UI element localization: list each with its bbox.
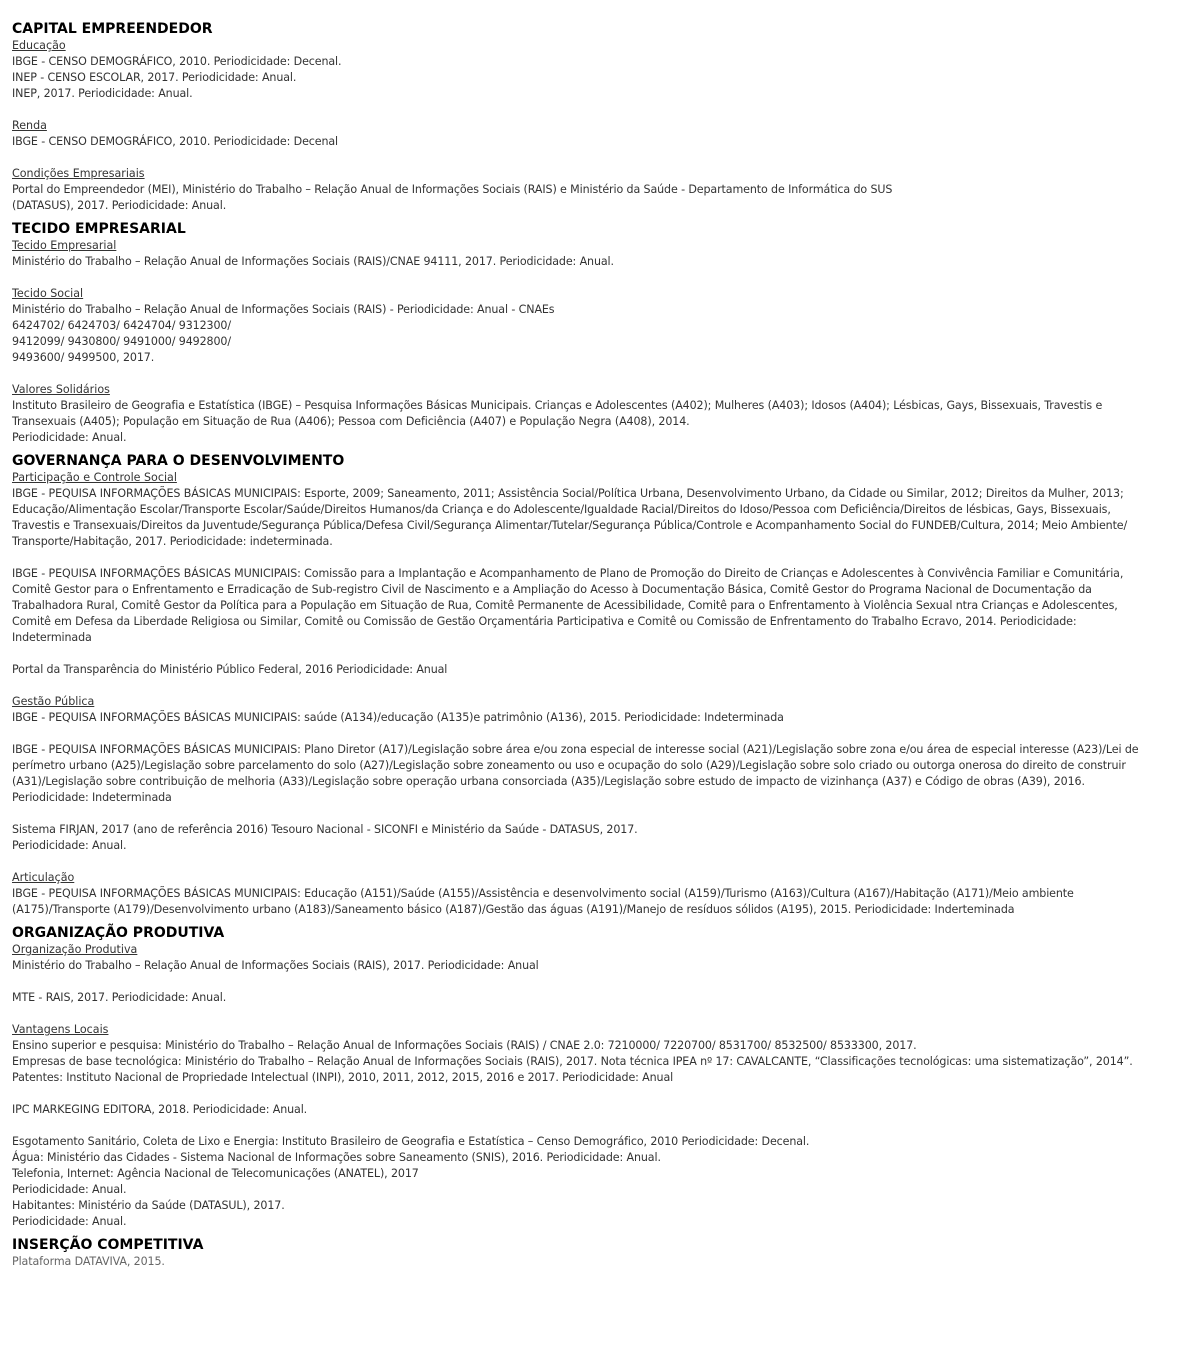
source-paragraph: IBGE - CENSO DEMOGRÁFICO, 2010. Periodicidade: Decenal. INEP - CENSO ESCOLAR, 2017. Periodicidade: Anual. INEP, 2017. Periodicidade: Anual.	[12, 55, 342, 100]
subsection-heading: Participação e Controle Social	[12, 471, 177, 484]
subsection-heading: Tecido Empresarial	[12, 239, 117, 252]
source-paragraph: IBGE - CENSO DEMOGRÁFICO, 2010. Periodicidade: Decenal	[12, 135, 339, 148]
source-paragraph: Ministério do Trabalho – Relação Anual de Informações Sociais (RAIS) - Periodicidade: Anual - CNAEs 6424702/ 6424703/ 6424704/ 9312300/ 9412099/ 9430800/ 9491000/ 9492800/ 9493600/ 9499500, 2017.	[12, 303, 555, 364]
source-paragraph: IBGE - PEQUISA INFORMAÇÕES BÁSICAS MUNICIPAIS: Comissão para a Implantação e Acompanhamento de Plano de Promoção do Direito de Crianças e Adolescentes à Convivência Familiar e Comunitária, Comitê Gestor para o Enfrentamento e Erradicação de Sub-registro Civil de Nascimento e a Ampliação do Acesso à Documentação Básica, Comitê Gestor do Programa Nacional de Documentação da Trabalhadora Rural, Comitê Gestor da Política para a População em Situação de Rua, Comitê Permanente de Acessibilidade, Comitê para o Enfrentamento à Violência Sexual ntra Crianças e Adolescentes, Comitê em Defesa da Liberdade Religiosa ou Similar, Comitê ou Comissão de Gestão Orçamentária Participativa e Comitê ou Comissão de Enfrentamento do Trabalho Ecravo, 2014. Periodicidade: Indeterminada	[12, 567, 1124, 644]
source-paragraph: Plataforma DATAVIVA, 2015.	[12, 1255, 165, 1268]
section-title: CAPITAL EMPREENDEDOR	[12, 21, 213, 37]
section-title: INSERÇÃO COMPETITIVA	[12, 1237, 204, 1253]
subsection-heading: Condições Empresariais	[12, 167, 145, 180]
source-paragraph: MTE - RAIS, 2017. Periodicidade: Anual.	[12, 991, 227, 1004]
section-title: TECIDO EMPRESARIAL	[12, 221, 186, 237]
source-paragraph: Esgotamento Sanitário, Coleta de Lixo e Energia: Instituto Brasileiro de Geografia e Estatística – Censo Demográfico, 2010 Periodicidade: Decenal. Água: Ministério das Cidades - Sistema Nacional de Informações sobre Saneamento (SNIS), 2016. Periodicidade: Anual. Telefonia, Internet: Agência Nacional de Telecomunicações (ANATEL), 2017 Periodicidade: Anual. Habitantes: Ministério da Saúde (DATASUL), 2017. Periodicidade: Anual.	[12, 1135, 810, 1228]
subsection-heading: Tecido Social	[12, 287, 84, 300]
source-paragraph: Instituto Brasileiro de Geografia e Estatística (IBGE) – Pesquisa Informações Básicas Municipais. Crianças e Adolescentes (A402); Mulheres (A403); Idosos (A404); Lésbicas, Gays, Bissexuais, Travestis e Transexuais (A405); População em Situação de Rua (A406); Pessoa com Deficiência (A407) e População Negra (A408), 2014. Periodicidade: Anual.	[12, 399, 1103, 444]
subsection-heading: Vantagens Locais	[12, 1023, 109, 1036]
source-paragraph: Portal do Empreendedor (MEI), Ministério do Trabalho – Relação Anual de Informações Sociais (RAIS) e Ministério da Saúde - Departamento de Informática do SUS (DATASUS), 2017. Periodicidade: Anual.	[12, 183, 893, 212]
source-paragraph: IBGE - PEQUISA INFORMAÇÕES BÁSICAS MUNICIPAIS: saúde (A134)/educação (A135)e patrimônio (A136), 2015. Periodicidade: Indeterminada	[12, 711, 784, 724]
subsection-heading: Articulação	[12, 871, 75, 884]
source-paragraph: IBGE - PEQUISA INFORMAÇÕES BÁSICAS MUNICIPAIS: Plano Diretor (A17)/Legislação sobre área e/ou zona especial de interesse social (A21)/Legislação sobre zona e/ou área de especial interesse (A23)/Lei de perímetro urbano (A25)/Legislação sobre parcelamento do solo (A27)/Legislação sobre zoneamento ou uso e ocupação do solo (A29)/Legislação sobre solo criado ou outorga onerosa do direito de construir (A31)/Legislação sobre contribuição de melhoria (A33)/Legislação sobre operação urbana consorciada (A35)/Legislação sobre estudo de impacto de vizinhança (A37) e Código de obras (A39), 2016. Periodicidade: Indeterminada	[12, 743, 1139, 804]
source-paragraph: Ministério do Trabalho – Relação Anual de Informações Sociais (RAIS), 2017. Periodicidade: Anual	[12, 959, 539, 972]
section-title: ORGANIZAÇÃO PRODUTIVA	[12, 925, 225, 941]
section-title: GOVERNANÇA PARA O DESENVOLVIMENTO	[12, 453, 345, 469]
source-paragraph: Ministério do Trabalho – Relação Anual de Informações Sociais (RAIS)/CNAE 94111, 2017. Periodicidade: Anual.	[12, 255, 614, 268]
subsection-heading: Valores Solidários	[12, 383, 110, 396]
subsection-heading: Educação	[12, 39, 66, 52]
source-paragraph: Portal da Transparência do Ministério Público Federal, 2016 Periodicidade: Anual	[12, 663, 448, 676]
source-paragraph: Ensino superior e pesquisa: Ministério do Trabalho – Relação Anual de Informações Sociais (RAIS) / CNAE 2.0: 7210000/ 7220700/ 8531700/ 8532500/ 8533300, 2017. Empresas de base tecnológica: Ministério do Trabalho – Relação Anual de Informações Sociais (RAIS), 2017. Nota técnica IPEA nº 17: CAVALCANTE, “Classificações tecnológicas: uma sistematização”, 2014”. Patentes: Instituto Nacional de Propriedade Intelectual (INPI), 2010, 2011, 2012, 2015, 2016 e 2017. Periodicidade: Anual	[12, 1039, 1133, 1084]
source-paragraph: Sistema FIRJAN, 2017 (ano de referência 2016) Tesouro Nacional - SICONFI e Ministério da Saúde - DATASUS, 2017. Periodicidade: Anual.	[12, 823, 638, 852]
source-paragraph: IBGE - PEQUISA INFORMAÇÕES BÁSICAS MUNICIPAIS: Educação (A151)/Saúde (A155)/Assistência e desenvolvimento social (A159)/Turismo (A163)/Cultura (A167)/Habitação (A171)/Meio ambiente (A175)/Transporte (A179)/Desenvolvimento urbano (A183)/Saneamento básico (A187)/Gestão das águas (A191)/Manejo de resíduos sólidos (A195), 2015. Periodicidade: Inderteminada	[12, 887, 1074, 916]
section	[12, 1236, 1184, 1270]
source-paragraph: IPC MARKEGING EDITORA, 2018. Periodicidade: Anual.	[12, 1103, 308, 1116]
sources-document	[12, 20, 1184, 1276]
section	[12, 924, 1184, 1230]
section	[12, 220, 1184, 446]
subsection-heading: Organização Produtiva	[12, 943, 138, 956]
section	[12, 20, 1184, 214]
subsection-heading: Renda	[12, 119, 47, 132]
subsection-heading: Gestão Pública	[12, 695, 95, 708]
source-paragraph: IBGE - PEQUISA INFORMAÇÕES BÁSICAS MUNICIPAIS: Esporte, 2009; Saneamento, 2011; Assistência Social/Política Urbana, Desenvolvimento Urbano, da Cidade ou Similar, 2012; Direitos da Mulher, 2013; Educação/Alimentação Escolar/Transporte Escolar/Saúde/Direitos Humanos/da Criança e do Adolescente/Igualdade Racial/Direitos do Idoso/Pessoa com Deficiência/Direitos de lésbicas, Gays, Bissexuais, Travestis e Transexuais/Direitos da Juventude/Segurança Pública/Defesa Civil/Segurança Alimentar/Tutelar/Segurança Pública/Controle e Acompanhamento Social do FUNDEB/Cultura, 2014; Meio Ambiente/ Transporte/Habitação, 2017. Periodicidade: indeterminada.	[12, 487, 1128, 548]
section	[12, 452, 1184, 918]
